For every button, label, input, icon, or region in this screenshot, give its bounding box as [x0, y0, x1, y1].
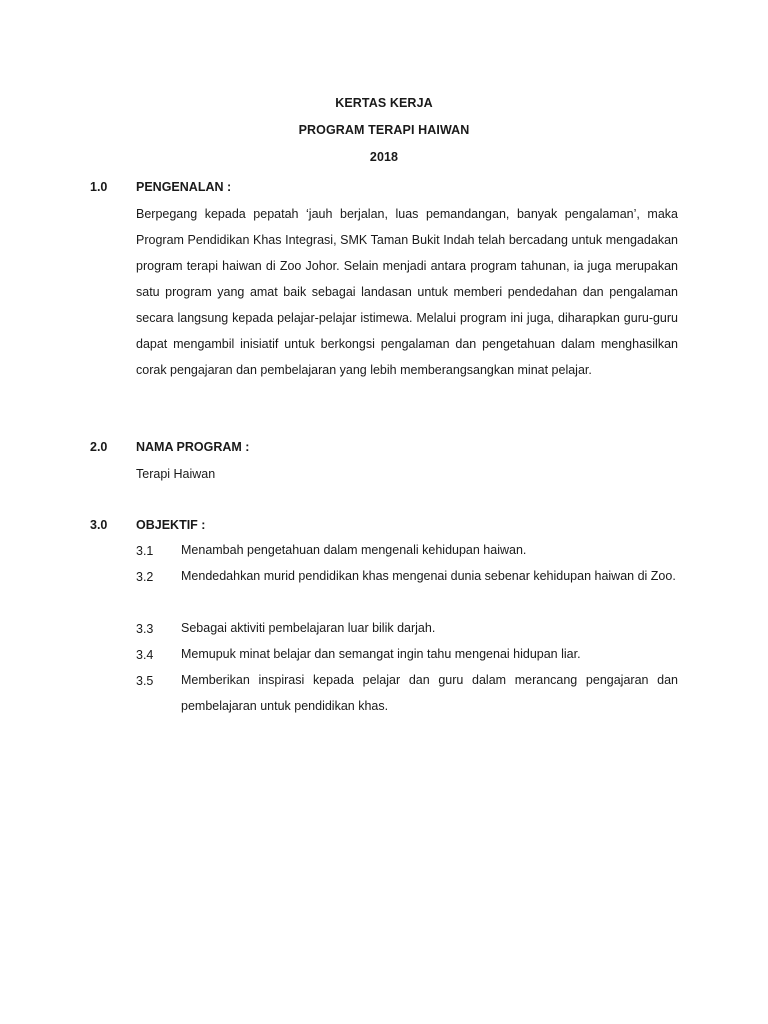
objective-item: Sebagai aktiviti pembelajaran luar bilik darjah.: [181, 621, 436, 635]
section-heading-nama-program: NAMA PROGRAM :: [136, 440, 250, 454]
objective-number: 3.3: [136, 622, 154, 636]
program-title: PROGRAM TERAPI HAIWAN: [298, 123, 470, 137]
program-name-value: Terapi Haiwan: [136, 467, 216, 481]
objective-number: 3.2: [136, 570, 154, 584]
objective-item: Menambah pengetahuan dalam mengenali kehidupan haiwan.: [181, 543, 527, 557]
section-number: 3.0: [90, 518, 108, 532]
objective-item: Memupuk minat belajar dan semangat ingin tahu mengenai hidupan liar.: [181, 647, 581, 661]
objective-number: 3.1: [136, 544, 154, 558]
objective-item: Memberikan inspirasi kepada pelajar dan guru dalam merancang pengajaran dan pembelajaran untuk pendidikan khas.: [181, 673, 678, 713]
section-body-pengenalan: Berpegang kepada pepatah ‘jauh berjalan, luas pemandangan, banyak pengalaman’, maka Program Pendidikan Khas Integrasi, SMK Taman Bukit Indah telah bercadang untuk mengadakan program terapi haiwan di Zoo Johor. Selain menjadi antara program tahunan, ia juga merupakan satu program yang amat baik sebagai landasan untuk memberi pendedahan dan pengalaman secara langsung kepada pelajar-pelajar istimewa. Melalui program ini juga, diharapkan guru-guru dapat mengambil inisiatif untuk berkongsi pengalaman dan pengetahuan dalam menghasilkan corak pengajaran dan pembelajaran yang lebih memberangsangkan minat pelajar.: [136, 207, 678, 377]
document-year: 2018: [369, 150, 399, 164]
objective-number: 3.5: [136, 674, 154, 688]
section-heading-pengenalan: PENGENALAN :: [136, 180, 232, 194]
section-number: 1.0: [90, 180, 108, 194]
section-number: 2.0: [90, 440, 108, 454]
objective-item: Mendedahkan murid pendidikan khas mengenai dunia sebenar kehidupan haiwan di Zoo.: [181, 569, 676, 583]
section-heading-objektif: OBJEKTIF :: [136, 518, 206, 532]
objective-number: 3.4: [136, 648, 154, 662]
document-title: KERTAS KERJA: [335, 96, 433, 110]
